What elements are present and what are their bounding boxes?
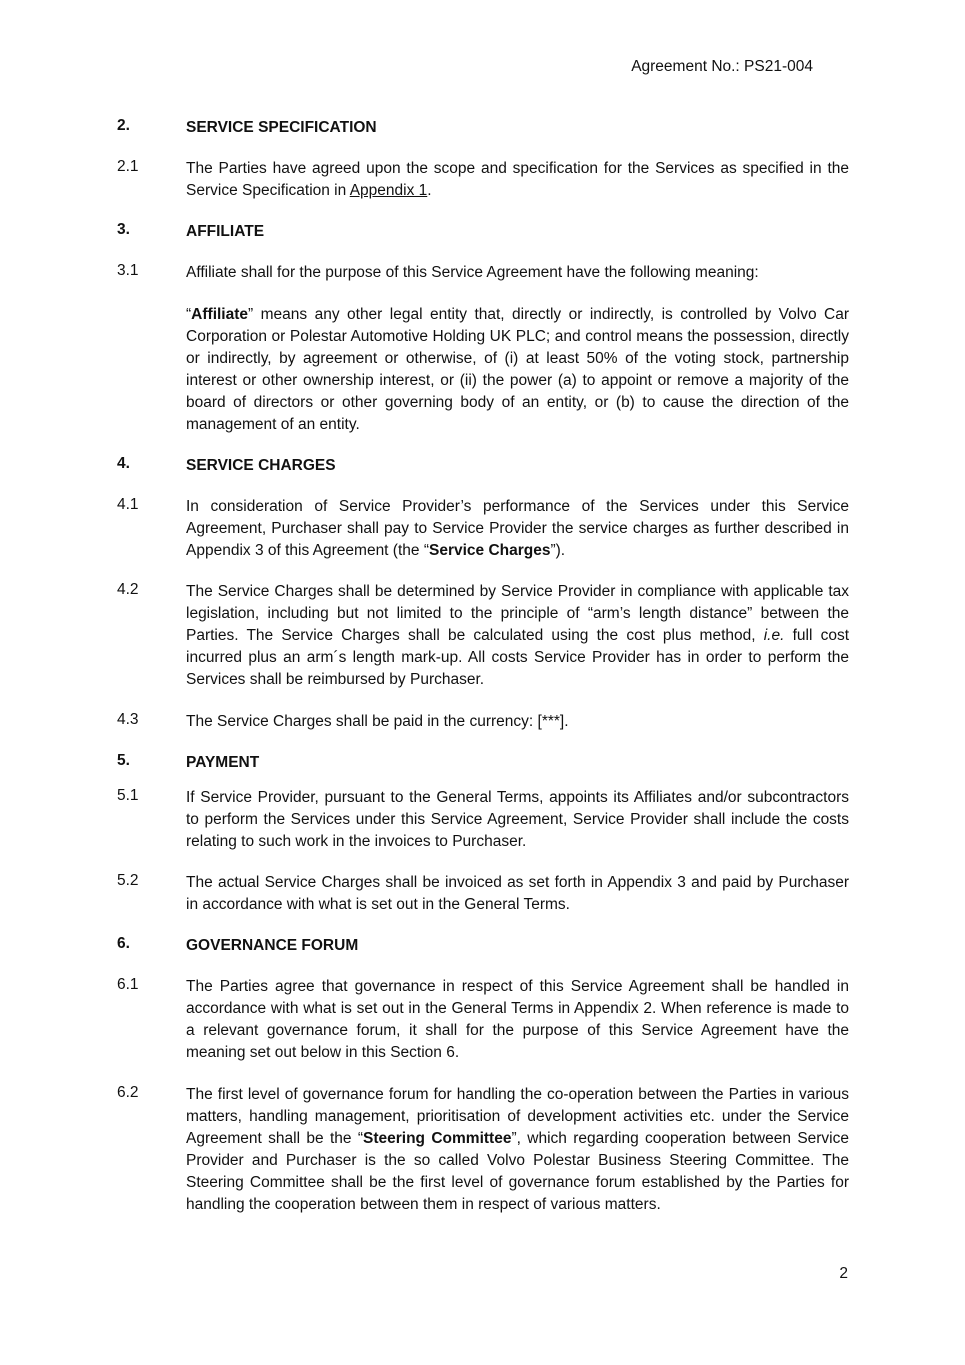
clause-6-2 <box>117 1084 849 1216</box>
defined-term: Affiliate <box>191 306 249 323</box>
section-number: 3. <box>117 221 130 238</box>
defined-term: Service Charges <box>428 542 551 559</box>
clause-number: 5.2 <box>117 872 139 889</box>
clause-number: 6.2 <box>117 1084 139 1101</box>
clause-text: In consideration of Service Provider’s performance of the Services under this Service Agreement, Purchaser shall pay to Service Provider the service charges as further described in Appendix 3 of this Agreement (the “Service Charges”). <box>186 498 849 559</box>
clause-number: 5.1 <box>117 787 139 804</box>
clause-text: Affiliate shall for the purpose of this Service Agreement have the following meaning: <box>186 264 759 281</box>
section-number: 4. <box>117 455 130 472</box>
clause-text: The first level of governance forum for handling the co-operation between the Parties in various matters, handling management, prioritisation of development activities etc. under the Service Agreement shall be the “Steering Committee”, which regarding cooperation between Service Provider and Purchaser is the so called Volvo Polestar Business Steering Committee. The Steering Committee shall be the first level of governance forum established by the Parties for handling the cooperation between them in respect of various matters. <box>186 1086 850 1213</box>
affiliate-definition <box>117 304 849 436</box>
clause-6-1 <box>117 976 849 1064</box>
section-title: PAYMENT <box>186 754 260 771</box>
clause-number: 6.1 <box>117 976 139 993</box>
section-3-heading <box>117 221 849 243</box>
clause-4-1 <box>117 496 849 562</box>
section-number: 6. <box>117 935 130 952</box>
clause-3-1 <box>117 262 849 284</box>
clause-text: The Service Charges shall be paid in the currency: [***]. <box>186 713 569 730</box>
section-title: GOVERNANCE FORUM <box>186 937 359 954</box>
clause-number: 3.1 <box>117 262 139 279</box>
section-number: 5. <box>117 752 130 769</box>
section-6-heading <box>117 935 849 957</box>
definition-text: “Affiliate” means any other legal entity that, directly or indirectly, is controlled by Volvo Car Corporation or Polestar Automotive Holding UK PLC; and control means the possession, directly or indirectly, by agreement or otherwise, of (i) at least 50% of the voting stock, partnership interest or other ownership interest, or (ii) the power (a) to appoint or remove a majority of the board of directors or other governing body of an entity, or (b) to cause the direction of the management of an entity. <box>186 306 849 433</box>
clause-2-1 <box>117 158 849 202</box>
clause-text: The Parties agree that governance in respect of this Service Agreement shall be handled in accordance with what is set out in the General Terms in Appendix 2. When reference is made to a relevant governance forum, it shall for the purpose of this Service Agreement have the meaning set out below in this Section 6. <box>186 978 849 1061</box>
clause-text: If Service Provider, pursuant to the General Terms, appoints its Affiliates and/or subcontractors to perform the Services under this Service Agreement, Service Provider shall include the costs relating to such work in the invoices to Purchaser. <box>186 789 849 850</box>
ie-abbreviation: i.e. <box>763 627 785 644</box>
defined-term: Steering Committee <box>363 1130 512 1147</box>
page-number: 2 <box>839 1265 848 1282</box>
section-title: SERVICE CHARGES <box>186 457 336 474</box>
section-2-heading <box>117 117 849 139</box>
clause-5-2 <box>117 872 849 916</box>
section-4-heading <box>117 455 849 477</box>
section-number: 2. <box>117 117 130 134</box>
clause-number: 4.2 <box>117 581 139 598</box>
appendix-1-link[interactable]: Appendix 1 <box>349 182 428 199</box>
clause-4-3 <box>117 711 849 733</box>
section-5-heading <box>117 752 849 774</box>
clause-text: The Service Charges shall be determined by Service Provider in compliance with applicable tax legislation, including but not limited to the principle of “arm’s length distance” between the Parties. The Service Charges shall be calculated using the cost plus method, i.e. full cost incurred plus an arm´s length mark-up. All costs Service Provider has in order to perform the Services shall be reimbursed by Purchaser. <box>186 583 849 688</box>
clause-number: 4.1 <box>117 496 139 513</box>
agreement-number: Agreement No.: PS21-004 <box>631 58 813 75</box>
clause-text: The actual Service Charges shall be invoiced as set forth in Appendix 3 and paid by Purchaser in accordance with what is set out in the General Terms. <box>186 874 849 913</box>
section-title: AFFILIATE <box>186 223 265 240</box>
clause-text: The Parties have agreed upon the scope and specification for the Services as specified in the Service Specification in Appendix 1. <box>186 160 849 199</box>
clause-5-1 <box>117 787 849 853</box>
section-title: SERVICE SPECIFICATION <box>186 119 377 136</box>
clause-number: 2.1 <box>117 158 139 175</box>
clause-number: 4.3 <box>117 711 139 728</box>
clause-4-2 <box>117 581 849 691</box>
